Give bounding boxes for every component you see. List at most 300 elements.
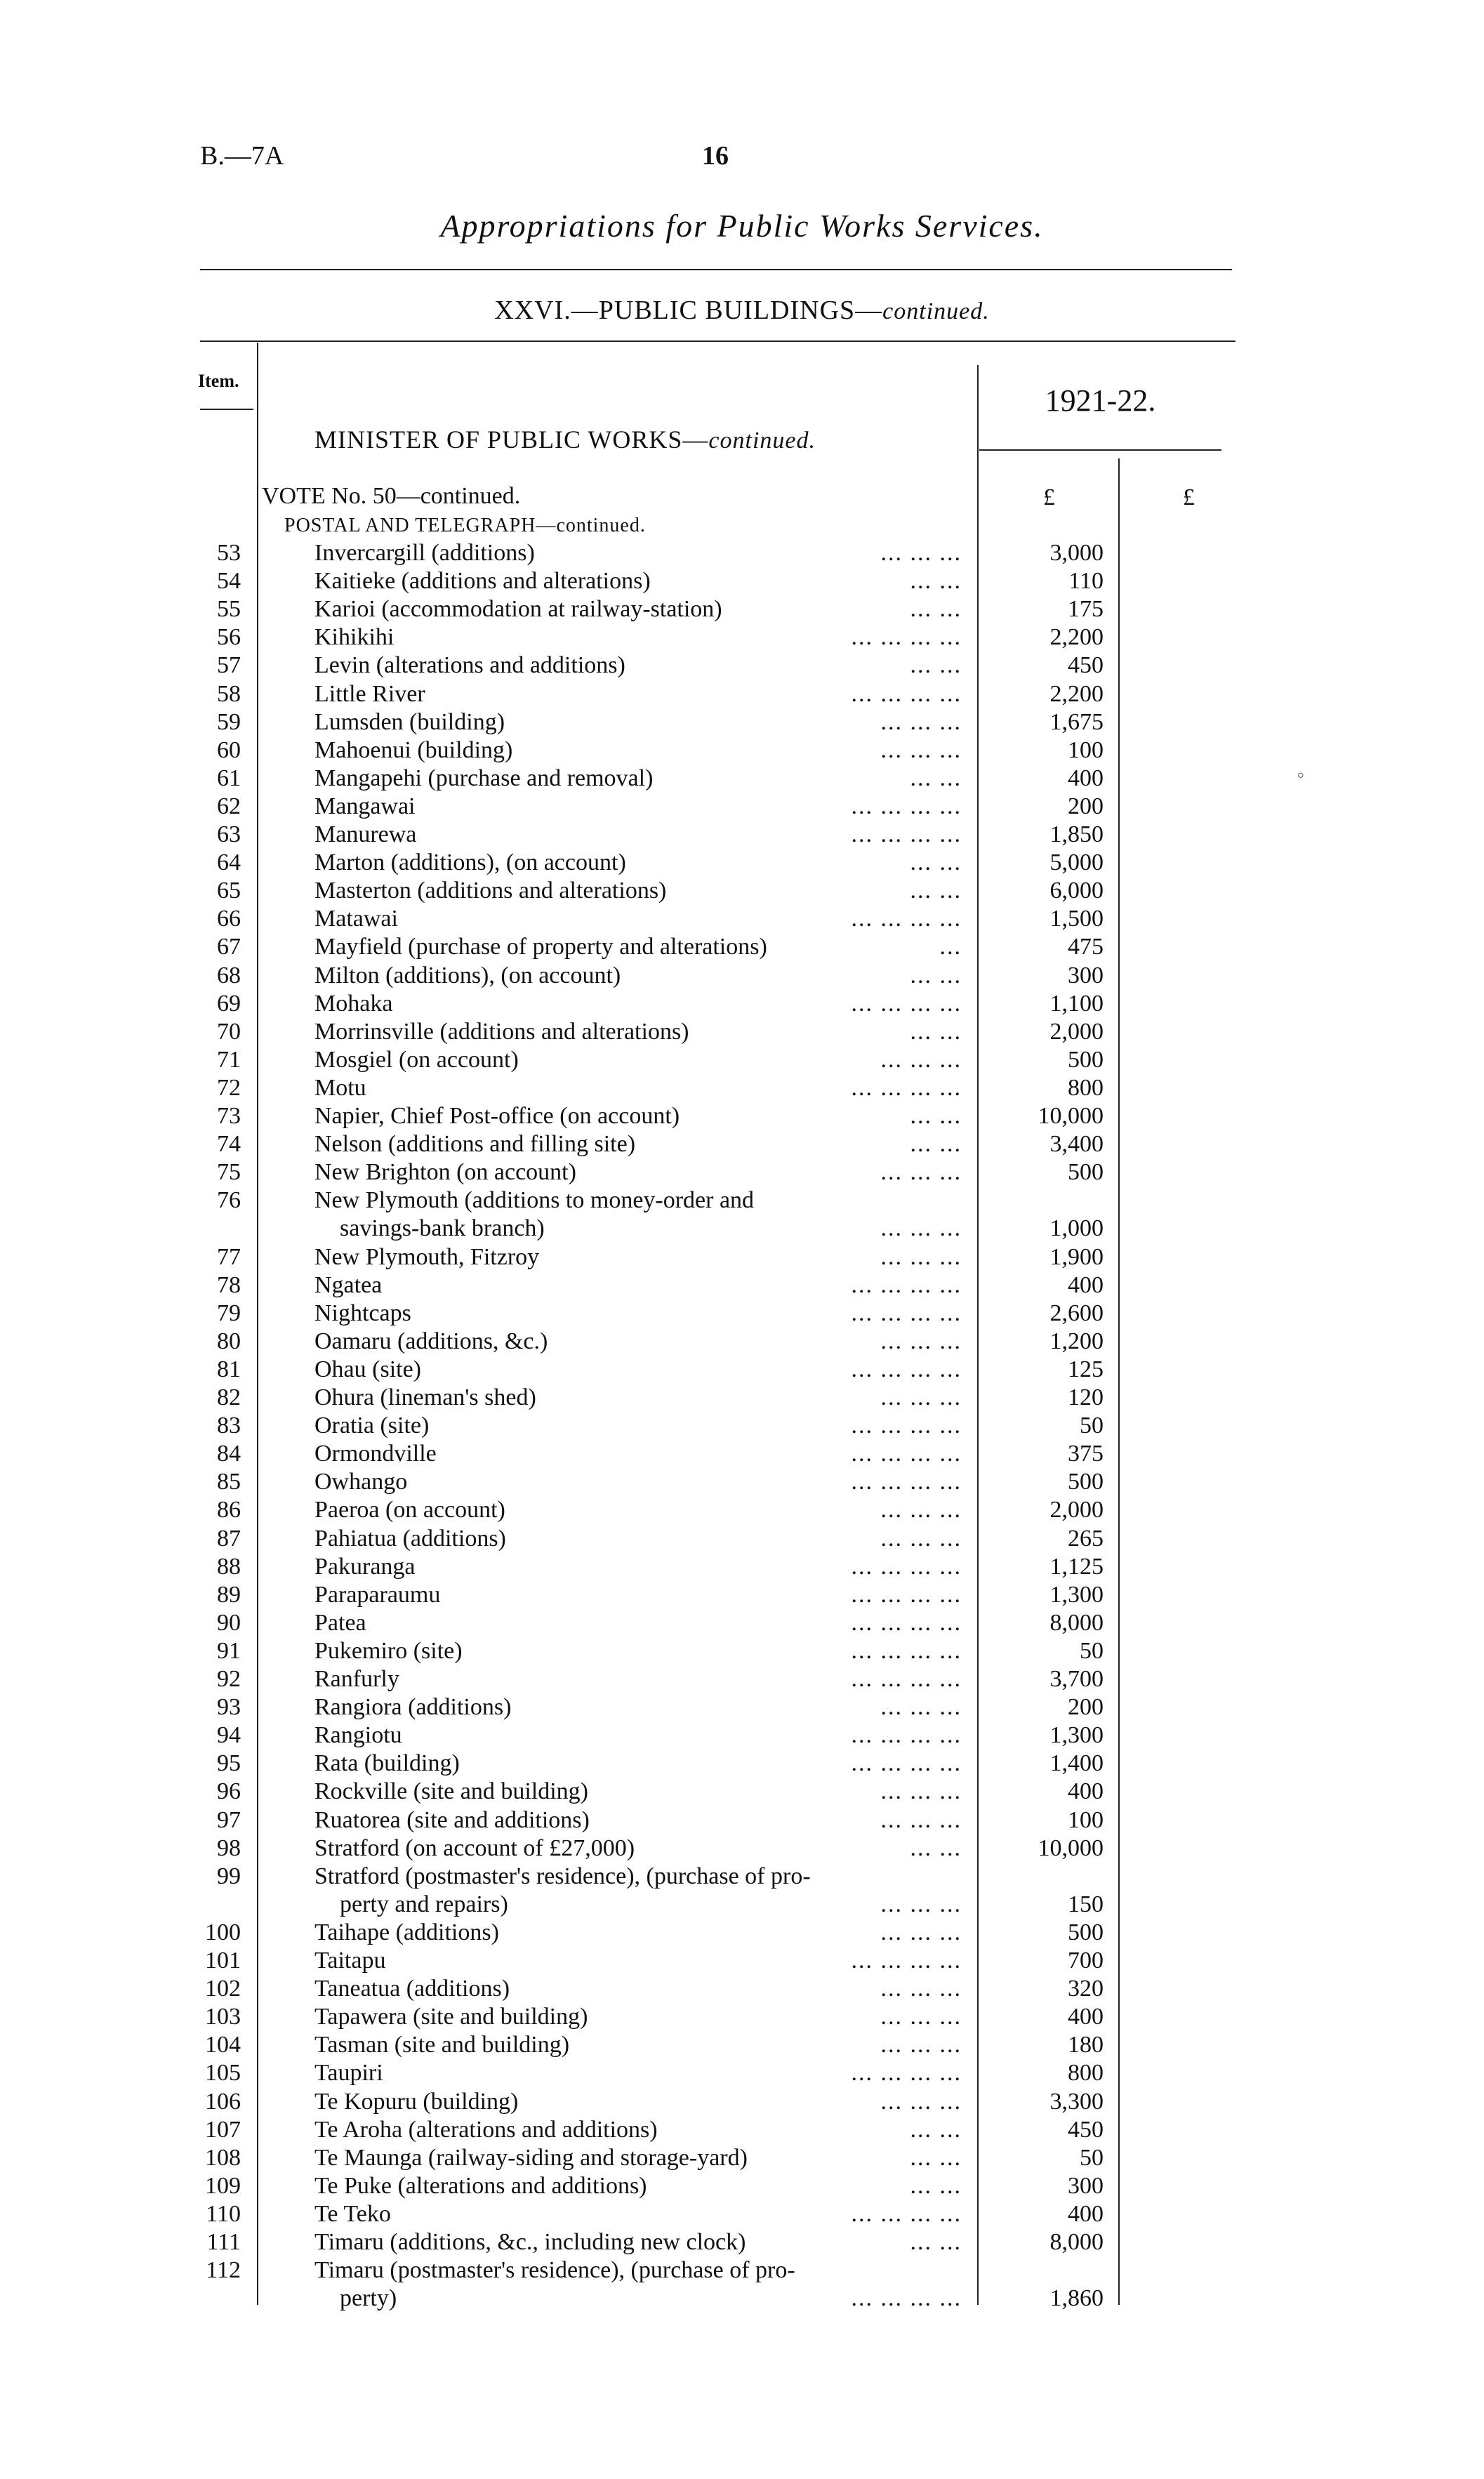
item-amount: 200	[1068, 1694, 1104, 1721]
table-row	[0, 680, 1484, 708]
item-description: Taihape (additions)	[314, 1919, 499, 1945]
table-row	[0, 1919, 1484, 1947]
table-row	[0, 1891, 1484, 1919]
table-row	[0, 708, 1484, 736]
item-number: 61	[217, 765, 241, 791]
dot-leader: ... ... ... ...	[851, 1722, 962, 1749]
item-description: Ruatorea (site and additions)	[314, 1806, 590, 1833]
item-number: 107	[205, 2116, 241, 2143]
dot-leader: ... ... ... ...	[851, 1356, 962, 1382]
margin-mark: ○	[1297, 769, 1304, 781]
table-row	[0, 1496, 1484, 1524]
table-row	[0, 2088, 1484, 2116]
dot-leader: ... ... ...	[880, 2088, 962, 2115]
dot-leader: ... ...	[910, 850, 962, 876]
table-row	[0, 1158, 1484, 1186]
item-amount: 10,000	[1038, 1103, 1104, 1129]
dot-leader: ... ...	[910, 2144, 962, 2171]
item-number: 101	[205, 1948, 241, 1974]
item-amount: 450	[1068, 652, 1104, 679]
table-row	[0, 765, 1484, 793]
dot-leader: ... ...	[910, 568, 962, 595]
table-row	[0, 2285, 1484, 2313]
item-description: Marton (additions), (on account)	[314, 850, 626, 876]
dot-leader: ... ... ... ...	[851, 1948, 962, 1974]
item-amount: 400	[1068, 765, 1104, 791]
item-number: 108	[205, 2144, 241, 2171]
item-number: 68	[217, 962, 241, 989]
item-description: Ngatea	[314, 1271, 383, 1298]
item-number: 71	[217, 1046, 241, 1073]
table-row	[0, 539, 1484, 567]
item-number: 93	[217, 1694, 241, 1721]
item-number: 74	[217, 1131, 241, 1158]
item-amount: 100	[1068, 1806, 1104, 1833]
dot-leader: ... ... ...	[880, 1215, 962, 1242]
item-description: Rangiora (additions)	[314, 1694, 512, 1721]
item-description: Lumsden (building)	[314, 708, 505, 735]
item-description: Ranfurly	[314, 1666, 399, 1692]
dot-leader: ... ... ... ...	[851, 1300, 962, 1326]
table-row	[0, 990, 1484, 1018]
dot-leader: ... ... ... ...	[851, 2200, 962, 2227]
dot-leader: ... ... ... ...	[851, 1750, 962, 1777]
item-amount: 1,100	[1049, 990, 1104, 1017]
dot-leader: ... ...	[910, 2116, 962, 2143]
dot-leader: ... ... ... ...	[851, 1469, 962, 1495]
item-number: 82	[217, 1384, 241, 1410]
dot-leader: ... ... ... ...	[851, 990, 962, 1017]
dot-leader: ... ... ...	[880, 2004, 962, 2030]
item-number: 81	[217, 1356, 241, 1382]
year-column-header: 1921-22.	[1045, 383, 1156, 418]
item-amount: 1,860	[1049, 2285, 1104, 2312]
table-row	[0, 1806, 1484, 1835]
item-amount: 175	[1068, 596, 1104, 623]
dot-leader: ...	[939, 934, 962, 960]
table-top-rule	[200, 341, 1235, 342]
item-amount: 300	[1068, 2172, 1104, 2199]
item-description: Taitapu	[314, 1948, 386, 1974]
item-amount: 10,000	[1038, 1835, 1104, 1861]
table-row	[0, 567, 1484, 595]
table-row	[0, 962, 1484, 990]
item-description: Mayfield (purchase of property and alterations)	[314, 934, 767, 960]
item-description: Motu	[314, 1074, 366, 1101]
item-number: 85	[217, 1469, 241, 1495]
table-row	[0, 2256, 1484, 2285]
item-number: 109	[205, 2172, 241, 2199]
dot-leader: ... ... ...	[880, 736, 962, 763]
ministry-heading	[314, 425, 816, 454]
item-description: Te Maunga (railway-siding and storage-yard)	[314, 2144, 748, 2171]
item-description: Matawai	[314, 906, 398, 932]
item-amount: 1,400	[1049, 1750, 1104, 1777]
item-number: 99	[217, 1863, 241, 1889]
item-number: 77	[217, 1243, 241, 1270]
dot-leader: ... ... ... ...	[851, 1413, 962, 1439]
item-number: 69	[217, 990, 241, 1017]
table-row	[0, 1609, 1484, 1637]
item-description: New Plymouth, Fitzroy	[314, 1243, 540, 1270]
dot-leader: ... ...	[910, 878, 962, 904]
table-row	[0, 1468, 1484, 1496]
item-description: Milton (additions), (on account)	[314, 962, 621, 989]
item-description: Rockville (site and building)	[314, 1778, 588, 1805]
item-description: Little River	[314, 680, 425, 707]
table-row	[0, 1102, 1484, 1130]
dot-leader: ... ... ... ...	[851, 1666, 962, 1692]
item-number: 111	[206, 2229, 241, 2255]
item-number: 102	[205, 1976, 241, 2002]
item-description: Karioi (accommodation at railway-station)	[314, 596, 722, 623]
item-amount: 1,300	[1049, 1581, 1104, 1608]
item-number: 63	[217, 821, 241, 847]
item-description: Rangiotu	[314, 1722, 402, 1749]
item-amount: 1,900	[1049, 1243, 1104, 1270]
dot-leader: ... ...	[910, 1103, 962, 1129]
table-row	[0, 1581, 1484, 1609]
table-row	[0, 1328, 1484, 1356]
dot-leader: ... ... ... ...	[851, 1553, 962, 1580]
dot-leader: ... ...	[910, 962, 962, 989]
item-number: 83	[217, 1413, 241, 1439]
dot-leader: ... ... ...	[880, 1384, 962, 1410]
item-description: Rata (building)	[314, 1750, 460, 1777]
item-description: Te Teko	[314, 2200, 391, 2227]
table-row	[0, 793, 1484, 821]
item-number: 79	[217, 1300, 241, 1326]
item-description: Stratford (postmaster's residence), (purchase of pro-	[314, 1863, 811, 1889]
item-description: Patea	[314, 1609, 366, 1636]
item-description: Pukemiro (site)	[314, 1637, 463, 1664]
table-row	[0, 1018, 1484, 1046]
table-row	[0, 1215, 1484, 1243]
item-description: Stratford (on account of £27,000)	[314, 1835, 635, 1861]
table-row	[0, 1074, 1484, 1102]
item-amount: 3,000	[1049, 540, 1104, 566]
item-description: Te Aroha (alterations and additions)	[314, 2116, 658, 2143]
dot-leader: ... ... ...	[880, 1806, 962, 1833]
table-row	[0, 1975, 1484, 2003]
dot-leader: ... ... ... ...	[851, 1609, 962, 1636]
dot-leader: ... ... ... ...	[851, 793, 962, 819]
item-amount: 100	[1068, 736, 1104, 763]
table-row	[0, 2228, 1484, 2256]
item-description: Oratia (site)	[314, 1413, 430, 1439]
item-amount: 2,600	[1049, 1300, 1104, 1326]
item-description: Ohura (lineman's shed)	[314, 1384, 536, 1410]
dot-leader: ... ... ... ...	[851, 2285, 962, 2312]
item-amount: 8,000	[1049, 1609, 1104, 1636]
item-number: 100	[205, 1919, 241, 1945]
dot-leader: ... ...	[910, 765, 962, 791]
item-description: Mohaka	[314, 990, 393, 1017]
table-row	[0, 1863, 1484, 1891]
item-amount: 400	[1068, 1778, 1104, 1805]
item-amount: 320	[1068, 1976, 1104, 2002]
document-reference: B.—7A	[200, 141, 284, 171]
item-amount: 1,300	[1049, 1722, 1104, 1749]
dot-leader: ... ... ...	[880, 1891, 962, 1917]
ministry-heading-text: MINISTER OF PUBLIC WORKS—	[314, 425, 709, 454]
item-description: Te Kopuru (building)	[314, 2088, 519, 2115]
item-description: Mangawai	[314, 793, 416, 819]
table-row	[0, 1665, 1484, 1693]
dot-leader: ... ... ... ...	[851, 2060, 962, 2087]
table-row	[0, 595, 1484, 623]
dot-leader: ... ... ...	[880, 708, 962, 735]
table-row	[0, 1637, 1484, 1665]
item-amount: 50	[1080, 1637, 1104, 1664]
dot-leader: ... ... ... ...	[851, 1637, 962, 1664]
item-amount: 1,500	[1049, 906, 1104, 932]
item-description: perty)	[340, 2285, 397, 2312]
item-amount: 500	[1068, 1046, 1104, 1073]
item-number: 57	[217, 652, 241, 679]
item-description: Te Puke (alterations and additions)	[314, 2172, 647, 2199]
dot-leader: ... ... ...	[880, 1778, 962, 1805]
table-row	[0, 849, 1484, 877]
item-description: Morrinsville (additions and alterations)	[314, 1018, 689, 1045]
item-amount: 5,000	[1049, 850, 1104, 876]
item-number: 110	[206, 2200, 241, 2227]
item-description: New Brighton (on account)	[314, 1159, 576, 1186]
item-amount: 800	[1068, 1074, 1104, 1101]
table-row	[0, 1130, 1484, 1158]
dot-leader: ... ... ...	[880, 1497, 962, 1523]
item-number: 96	[217, 1778, 241, 1805]
item-amount: 2,200	[1049, 680, 1104, 707]
table-row	[0, 623, 1484, 652]
item-description: perty and repairs)	[340, 1891, 508, 1917]
item-description: Mahoenui (building)	[314, 736, 513, 763]
item-number: 89	[217, 1581, 241, 1608]
subheading: POSTAL AND TELEGRAPH—continued.	[284, 515, 646, 536]
dot-leader: ... ...	[910, 2172, 962, 2199]
table-row	[0, 905, 1484, 933]
item-description: Masterton (additions and alterations)	[314, 878, 667, 904]
item-description: New Plymouth (additions to money-order and	[314, 1187, 755, 1214]
item-number: 55	[217, 596, 241, 623]
item-description: Oamaru (additions, &c.)	[314, 1328, 548, 1354]
item-amount: 3,300	[1049, 2088, 1104, 2115]
item-column-header: Item.	[198, 371, 239, 391]
item-number: 58	[217, 680, 241, 707]
table-row	[0, 1186, 1484, 1215]
item-amount: 265	[1068, 1525, 1104, 1552]
table-row	[0, 1300, 1484, 1328]
item-description: Mosgiel (on account)	[314, 1046, 519, 1073]
section-title	[0, 295, 1484, 326]
item-description: Paraparaumu	[314, 1581, 441, 1608]
table-row	[0, 1835, 1484, 1863]
dot-leader: ... ... ... ...	[851, 1271, 962, 1298]
item-header-underline	[200, 409, 253, 410]
item-number: 86	[217, 1497, 241, 1523]
dot-leader: ... ...	[910, 2229, 962, 2255]
item-description: Paeroa (on account)	[314, 1497, 505, 1523]
item-amount: 1,675	[1049, 708, 1104, 735]
item-number: 91	[217, 1637, 241, 1664]
item-description: Pakuranga	[314, 1553, 416, 1580]
dot-leader: ... ... ... ...	[851, 821, 962, 847]
item-number: 54	[217, 568, 241, 595]
dot-leader: ... ... ...	[880, 540, 962, 566]
item-amount: 1,000	[1049, 1215, 1104, 1242]
item-number: 87	[217, 1525, 241, 1552]
item-description: Timaru (postmaster's residence), (purchase of pro-	[314, 2257, 795, 2284]
item-number: 90	[217, 1609, 241, 1636]
table-row	[0, 1693, 1484, 1721]
item-description: Nightcaps	[314, 1300, 411, 1326]
item-amount: 400	[1068, 1271, 1104, 1298]
item-amount: 475	[1068, 934, 1104, 960]
dot-leader: ... ... ...	[880, 1976, 962, 2002]
item-amount: 180	[1068, 2032, 1104, 2058]
item-amount: 500	[1068, 1159, 1104, 1186]
item-number: 105	[205, 2060, 241, 2087]
item-number: 60	[217, 736, 241, 763]
item-number: 97	[217, 1806, 241, 1833]
table-row	[0, 1525, 1484, 1553]
item-number: 64	[217, 850, 241, 876]
table-row	[0, 1384, 1484, 1412]
table-row	[0, 2031, 1484, 2059]
item-number: 59	[217, 708, 241, 735]
item-description: Kihikihi	[314, 624, 395, 651]
item-number: 56	[217, 624, 241, 651]
item-number: 65	[217, 878, 241, 904]
item-amount: 8,000	[1049, 2229, 1104, 2255]
item-amount: 1,125	[1049, 1553, 1104, 1580]
dot-leader: ... ...	[910, 652, 962, 679]
table-row	[0, 821, 1484, 849]
item-number: 112	[206, 2257, 241, 2284]
item-number: 66	[217, 906, 241, 932]
table-row	[0, 2172, 1484, 2200]
item-amount: 3,700	[1049, 1666, 1104, 1692]
table-row	[0, 1721, 1484, 1750]
dot-leader: ... ... ... ...	[851, 1441, 962, 1467]
section-title-text: XXVI.—PUBLIC BUILDINGS—	[494, 296, 883, 325]
item-amount: 2,000	[1049, 1497, 1104, 1523]
item-number: 80	[217, 1328, 241, 1354]
table-row	[0, 2200, 1484, 2228]
table-row	[0, 652, 1484, 680]
item-amount: 1,200	[1049, 1328, 1104, 1354]
title-rule	[200, 269, 1232, 270]
item-amount: 450	[1068, 2116, 1104, 2143]
dot-leader: ... ...	[910, 596, 962, 623]
item-description: Kaitieke (additions and alterations)	[314, 568, 651, 595]
table-row	[0, 1553, 1484, 1581]
table-row	[0, 2003, 1484, 2031]
table-row	[0, 1440, 1484, 1468]
item-number: 76	[217, 1187, 241, 1214]
table-row	[0, 1356, 1484, 1384]
item-amount: 200	[1068, 793, 1104, 819]
page-number: 16	[702, 141, 729, 171]
dot-leader: ... ... ...	[880, 1159, 962, 1186]
dot-leader: ... ... ... ...	[851, 906, 962, 932]
item-description: Taneatua (additions)	[314, 1976, 510, 2002]
vote-heading: VOTE No. 50—continued.	[262, 483, 521, 509]
item-description: Napier, Chief Post-office (on account)	[314, 1103, 680, 1129]
section-title-suffix: continued.	[882, 298, 990, 324]
item-number: 72	[217, 1074, 241, 1101]
item-amount: 6,000	[1049, 878, 1104, 904]
item-amount: 50	[1080, 1413, 1104, 1439]
item-number: 98	[217, 1835, 241, 1861]
dot-leader: ... ... ...	[880, 1046, 962, 1073]
item-amount: 120	[1068, 1384, 1104, 1410]
item-amount: 800	[1068, 2060, 1104, 2087]
ministry-heading-suffix: continued.	[708, 428, 816, 454]
dot-leader: ... ... ... ...	[851, 624, 962, 651]
year-header-rule	[979, 449, 1221, 451]
item-amount: 125	[1068, 1356, 1104, 1382]
dot-leader: ... ... ...	[880, 1919, 962, 1945]
table-row	[0, 933, 1484, 961]
item-description: Invercargill (additions)	[314, 540, 535, 566]
dot-leader: ... ... ...	[880, 1694, 962, 1721]
table-row	[0, 2116, 1484, 2144]
item-amount: 500	[1068, 1469, 1104, 1495]
item-number: 84	[217, 1441, 241, 1467]
item-description: Manurewa	[314, 821, 417, 847]
item-number: 106	[205, 2088, 241, 2115]
dot-leader: ... ...	[910, 1835, 962, 1861]
dot-leader: ... ...	[910, 1018, 962, 1045]
dot-leader: ... ... ... ...	[851, 1581, 962, 1608]
item-description: Ohau (site)	[314, 1356, 422, 1382]
item-amount: 3,400	[1049, 1131, 1104, 1158]
table-row	[0, 1412, 1484, 1440]
item-number: 95	[217, 1750, 241, 1777]
item-number: 70	[217, 1018, 241, 1045]
item-description: Timaru (additions, &c., including new clock)	[314, 2229, 746, 2255]
table-row	[0, 1947, 1484, 1975]
item-number: 104	[205, 2032, 241, 2058]
item-description: Mangapehi (purchase and removal)	[314, 765, 654, 791]
currency-symbol-col2: £	[1183, 484, 1195, 510]
page-title: Appropriations for Public Works Services.	[440, 208, 1044, 244]
table-row	[0, 1046, 1484, 1074]
item-amount: 110	[1068, 568, 1104, 595]
dot-leader: ... ... ... ...	[851, 680, 962, 707]
dot-leader: ... ... ...	[880, 1243, 962, 1270]
dot-leader: ... ... ...	[880, 1525, 962, 1552]
item-description: Tapawera (site and building)	[314, 2004, 588, 2030]
table-row	[0, 1778, 1484, 1806]
dot-leader: ... ... ...	[880, 2032, 962, 2058]
item-description: Owhango	[314, 1469, 408, 1495]
item-amount: 2,200	[1049, 624, 1104, 651]
dot-leader: ... ... ...	[880, 1328, 962, 1354]
item-description: Levin (alterations and additions)	[314, 652, 625, 679]
item-amount: 1,850	[1049, 821, 1104, 847]
table-row	[0, 2144, 1484, 2172]
item-amount: 400	[1068, 2200, 1104, 2227]
table-row	[0, 1271, 1484, 1300]
item-description: Nelson (additions and filling site)	[314, 1131, 636, 1158]
item-number: 62	[217, 793, 241, 819]
item-number: 92	[217, 1666, 241, 1692]
item-number: 88	[217, 1553, 241, 1580]
dot-leader: ... ...	[910, 1131, 962, 1158]
item-description: Tasman (site and building)	[314, 2032, 570, 2058]
